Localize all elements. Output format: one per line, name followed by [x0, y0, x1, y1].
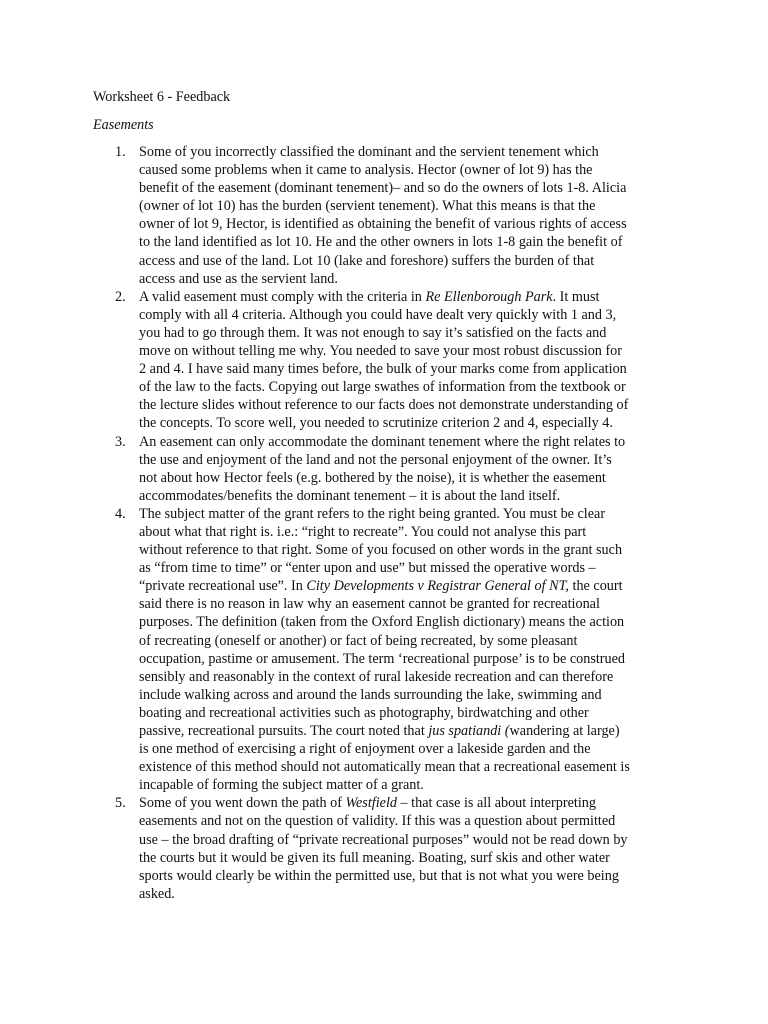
text-line: [139, 794, 677, 812]
text-line: sensibly and reasonably in the context of rural lakeside recreation and can therefore: [139, 668, 614, 685]
text-fragment: wandering at large): [509, 723, 620, 739]
text-line: 2 and 4. I have said many times before, the bulk of your marks come from application: [139, 361, 627, 378]
item-number: 2.: [115, 288, 126, 305]
text-line: not about how Hector feels (e.g. bothered by the noise), it is whether the easement: [139, 469, 606, 486]
text-fragment: Some of you went down the path of: [139, 795, 346, 812]
text-fragment: A valid easement must comply with the criteria in: [139, 288, 426, 305]
text-line: caused some problems when it came to analysis. Hector (owner of lot 9) has the: [139, 162, 593, 179]
text-line: use – the broad drafting of “private recreational purposes” would not be read down by: [139, 831, 628, 848]
text-line: of recreating (oneself or another) or fact of being recreated, by some pleasant: [139, 632, 578, 649]
feedback-item-5: [115, 794, 677, 903]
text-line: to the land identified as lot 10. He and the other owners in lots 1-8 gain the benefit of: [139, 234, 623, 251]
text-line: purposes. The definition (taken from the Oxford English dictionary) means the action: [139, 614, 625, 631]
text-line: benefit of the easement (dominant tenement)– and so do the owners of lots 1-8. Alicia: [139, 180, 627, 197]
text-line: as “from time to time” or “enter upon and use” but missed the operative words –: [139, 560, 596, 577]
text-line: easements and not on the question of validity. If this was a question about permitted: [139, 813, 616, 830]
text-line: without reference to that right. Some of you focused on other words in the grant such: [139, 542, 623, 559]
text-line: [139, 288, 677, 306]
text-line: access and use of the land. Lot 10 (lake and foreshore) suffers the burden of that: [139, 252, 595, 269]
text-line: the courts but it would be given its full meaning. Boating, surf skis and other water: [139, 849, 610, 866]
text-line: you had to go through them. It was not enough to say it’s satisfied on the facts and: [139, 324, 607, 341]
text-fragment: the court: [568, 578, 623, 595]
case-name: Re Ellenborough Park: [425, 288, 553, 305]
text-line: the lecture slides without reference to our facts does not demonstrate understanding of: [139, 397, 629, 414]
text-fragment: . It must: [552, 288, 600, 305]
feedback-item-1: [115, 143, 677, 288]
text-line: accommodates/benefits the dominant tenement – it is about the land itself.: [139, 487, 561, 504]
item-text: [139, 288, 677, 433]
text-fragment: – that case is all about interpreting: [396, 795, 596, 812]
text-line: existence of this method should not automatically mean that a recreational easement is: [139, 759, 630, 776]
text-line: include walking across and around the lands surrounding the lake, swimming and: [139, 686, 602, 703]
text-line: comply with all 4 criteria. Although you could have dealt very quickly with 1 and 3,: [139, 306, 617, 323]
section-heading: Easements: [93, 117, 154, 133]
feedback-item-2: [115, 288, 677, 433]
text-line: access and use as the servient land.: [139, 270, 338, 287]
item-text: [139, 433, 677, 505]
text-fragment: passive, recreational pursuits. The court noted that: [139, 723, 429, 739]
text-line: the concepts. To score well, you needed to scrutinize criterion 2 and 4, especially 4.: [139, 415, 613, 432]
text-line: asked.: [139, 885, 175, 902]
text-line: (owner of lot 10) has the burden (servient tenement). What this means is that the: [139, 198, 596, 215]
text-line: Some of you incorrectly classified the dominant and the servient tenement which: [139, 144, 599, 160]
text-line: The subject matter of the grant refers to the right being granted. You must be clear: [139, 505, 606, 522]
worksheet-title: Worksheet 6 - Feedback: [93, 89, 231, 105]
text-line: incapable of forming the subject matter of a grant.: [139, 777, 424, 794]
case-name: Westfield: [345, 795, 397, 812]
text-line: boating and recreational activities such as photography, birdwatching and other: [139, 704, 589, 721]
text-line: [139, 577, 677, 595]
item-text: [139, 505, 677, 795]
item-text: [139, 143, 677, 288]
text-line: [139, 722, 677, 740]
text-line: An easement can only accommodate the dominant tenement where the right relates to: [139, 433, 626, 450]
item-number: 1.: [115, 144, 126, 160]
text-line: about what that right is. i.e.: “right to recreate”. You could not analyse this part: [139, 523, 587, 540]
feedback-list: [115, 143, 677, 903]
text-line: sports would clearly be within the permitted use, but that is not what you were being: [139, 867, 619, 884]
latin-term: jus spatiandi (: [428, 723, 510, 739]
text-line: said there is no reason in law why an easement cannot be granted for recreational: [139, 596, 600, 613]
text-line: owner of lot 9, Hector, is identified as obtaining the benefit of various rights of access: [139, 216, 627, 233]
feedback-item-3: [115, 433, 677, 505]
feedback-item-4: [115, 505, 677, 795]
text-line: of the law to the facts. Copying out large swathes of information from the textbook or: [139, 379, 626, 396]
item-text: [139, 794, 677, 903]
text-line: the use and enjoyment of the land and not the personal enjoyment of the owner. It’s: [139, 451, 612, 468]
case-name: City Developments v Registrar General of NT,: [306, 578, 569, 595]
text-fragment: “private recreational use”. In: [139, 578, 307, 595]
item-number: 3.: [115, 433, 126, 450]
item-number: 5.: [115, 795, 126, 812]
text-line: is one method of exercising a right of enjoyment over a lakeside garden and the: [139, 741, 591, 758]
text-line: occupation, pastime or amusement. The term ‘recreational purpose’ is to be construed: [139, 650, 626, 667]
item-number: 4.: [115, 505, 126, 522]
text-line: move on without telling me why. You needed to save your most robust discussion for: [139, 343, 622, 360]
